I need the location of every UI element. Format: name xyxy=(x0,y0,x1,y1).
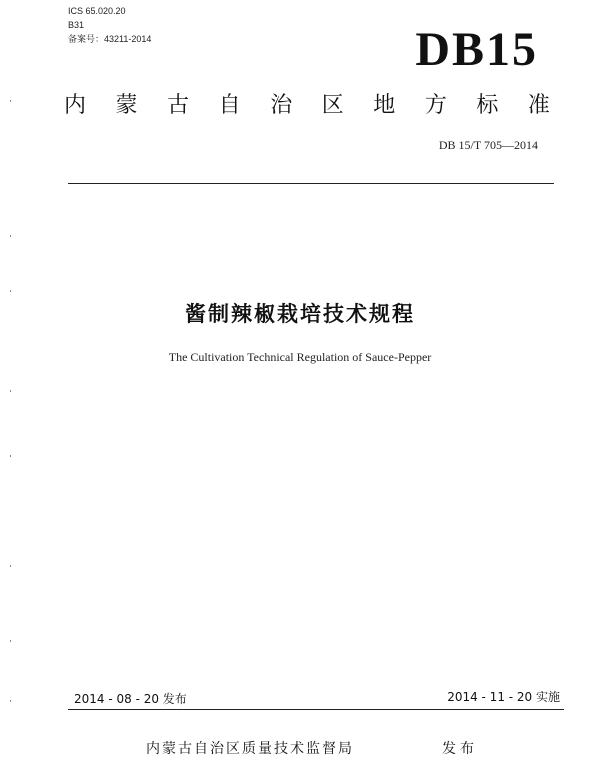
standard-type-char: 地 xyxy=(373,93,396,118)
standard-type-char: 准 xyxy=(527,93,550,118)
scan-speck xyxy=(10,565,11,567)
classification-block xyxy=(68,4,151,46)
publisher-name: 内蒙古自治区质量技术监督局 xyxy=(146,741,354,757)
standard-type-char: 标 xyxy=(476,93,499,118)
document-title-chinese: 酱制辣椒栽培技术规程 xyxy=(185,302,415,326)
top-divider xyxy=(68,183,554,184)
document-title-english: The Cultivation Technical Regulation of Sauce-Pepper xyxy=(168,350,432,364)
standard-type-char: 治 xyxy=(270,93,293,118)
standard-type-char: 区 xyxy=(321,93,344,118)
scan-speck xyxy=(10,100,11,102)
publish-label: 发布 xyxy=(442,741,478,757)
standard-type-char: 方 xyxy=(424,93,447,118)
filing-number: 备案号：43211-2014 xyxy=(68,34,152,44)
standard-type-char: 蒙 xyxy=(115,93,138,118)
scan-speck xyxy=(10,700,11,702)
scan-speck xyxy=(10,290,11,292)
implementation-date: 2014 - 11 - 20 实施 xyxy=(447,690,560,704)
standard-type-char: 自 xyxy=(218,93,241,118)
standard-type-char: 内 xyxy=(64,93,87,118)
scan-speck xyxy=(10,640,11,642)
ccs-code: B31 xyxy=(68,20,85,30)
issue-date: 2014 - 08 - 20 发布 xyxy=(74,692,187,706)
bottom-divider xyxy=(68,709,564,710)
scan-speck xyxy=(10,455,11,457)
standard-type-char: 古 xyxy=(167,93,190,118)
standard-type-heading xyxy=(64,88,550,119)
scan-speck xyxy=(10,390,11,392)
scan-speck xyxy=(10,235,11,237)
ics-code: ICS 65.020.20 xyxy=(68,6,126,16)
standard-code-mark: DB15 xyxy=(415,23,538,76)
standard-number: DB 15/T 705—2014 xyxy=(438,138,538,152)
